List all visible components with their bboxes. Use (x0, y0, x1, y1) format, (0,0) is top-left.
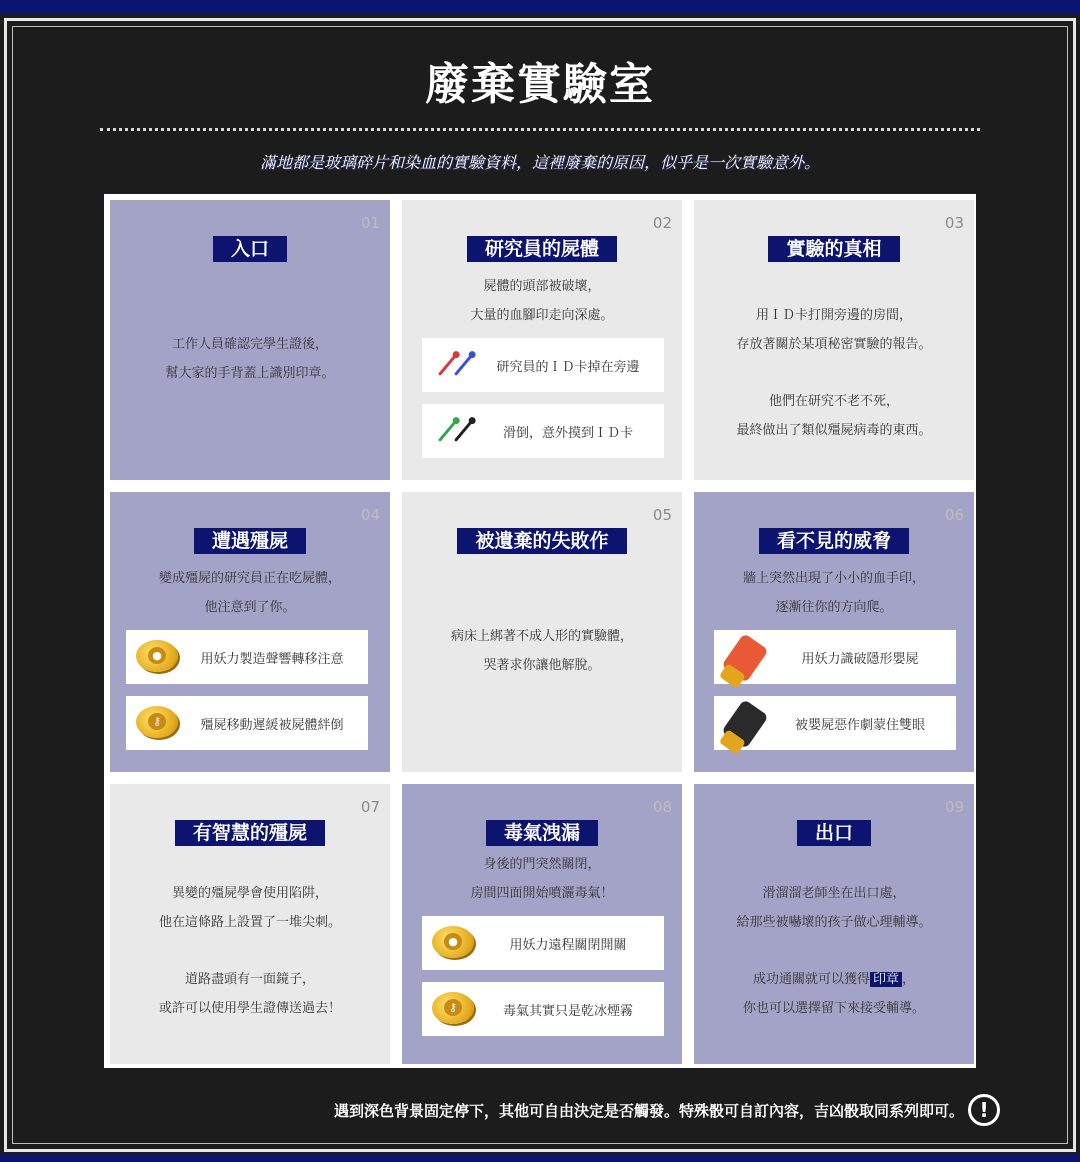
gold-coin-key-icon: ⚷ (134, 696, 184, 750)
cell-desc-text: 成功通關就可以獲得 (752, 972, 870, 987)
option-row[interactable] (422, 982, 664, 1036)
option-text: 用妖力識破隱形嬰屍 (801, 651, 919, 667)
cell-desc-line: 他在這條路上設置了一堆尖刺。 (158, 915, 341, 930)
cell-02[interactable] (402, 200, 682, 480)
option-row[interactable] (126, 696, 368, 750)
cell-number: 01 (360, 214, 380, 232)
cell-desc-line: 大量的血腳印走向深處。 (470, 308, 614, 323)
cell-desc-line: 滑溜溜老師坐在出口處， (762, 886, 906, 901)
cell-title: 研究員的屍體 (467, 236, 617, 262)
cell-desc-line: 你也可以選擇留下來接受輔導。 (742, 1001, 925, 1016)
option-row[interactable] (714, 696, 956, 750)
cell-desc-line: 身後的門突然關閉， (483, 857, 601, 872)
cell-number: 05 (652, 506, 672, 524)
cell-desc-line: 他們在研究不老不死， (768, 394, 899, 409)
cell-title: 被遺棄的失敗作 (457, 528, 626, 554)
option-row[interactable] (422, 404, 664, 458)
cell-desc-line: 最終做出了類似殭屍病毒的東西。 (736, 423, 932, 438)
cell-desc-line: 工作人員確認完學生證後， (171, 337, 328, 352)
cell-title: 毒氣洩漏 (486, 820, 598, 846)
cell-desc-line: 幫大家的手背蓋上識別印章。 (165, 366, 335, 381)
cell-number: 06 (944, 506, 964, 524)
green-black-pins-icon (430, 404, 480, 458)
footer-text: 遇到深色背景固定停下，其他可自由決定是否觸發。特殊骰可自訂內容，吉凶骰取同系列即可。 (333, 1101, 964, 1120)
stamp-highlight: 印章 (870, 972, 902, 987)
option-text: 滑倒，意外摸到ＩＤ卡 (502, 425, 633, 441)
option-text: 用妖力製造聲響轉移注意 (200, 651, 344, 667)
bottom-bar (0, 1154, 1080, 1162)
cell-desc-line: 給那些被嚇壞的孩子做心理輔導。 (736, 915, 932, 930)
board-grid (104, 194, 976, 1068)
cell-number: 02 (652, 214, 672, 232)
cell-number: 09 (944, 798, 964, 816)
cell-desc-line: 房間四面開始噴灑毒氣！ (470, 886, 614, 901)
option-text: 被嬰屍惡作劇蒙住雙眼 (794, 717, 925, 733)
option-row[interactable] (714, 630, 956, 684)
cell-number: 08 (652, 798, 672, 816)
cell-title: 有智慧的殭屍 (175, 820, 325, 846)
cell-title: 看不見的威脅 (759, 528, 909, 554)
cell-06[interactable] (694, 492, 974, 772)
cell-08[interactable] (402, 784, 682, 1064)
cell-01[interactable] (110, 200, 390, 480)
gold-coin-icon: ● (134, 630, 184, 684)
cell-07[interactable] (110, 784, 390, 1064)
cell-title: 實驗的真相 (768, 236, 899, 262)
footer-note (0, 1094, 1080, 1126)
cell-desc-line: 哭著求你讓他解脫。 (483, 658, 601, 673)
cell-desc-line: 或許可以使用學生證傳送過去！ (158, 1001, 341, 1016)
cell-04[interactable] (110, 492, 390, 772)
cell-desc-line: 存放著關於某項秘密實驗的報告。 (736, 337, 932, 352)
exclamation-circle-icon: ! (968, 1094, 1000, 1126)
option-row[interactable] (422, 338, 664, 392)
gold-coin-icon: ● (430, 916, 480, 970)
cell-05[interactable] (402, 492, 682, 772)
cell-title: 入口 (213, 236, 287, 262)
option-text: 毒氣其實只是乾冰煙霧 (502, 1003, 633, 1019)
cell-desc-line: 牆上突然出現了小小的血手印， (742, 571, 925, 586)
cell-number: 04 (360, 506, 380, 524)
cell-desc-line: 屍體的頭部被破壞， (483, 279, 601, 294)
dotted-divider (100, 128, 980, 131)
cell-03[interactable] (694, 200, 974, 480)
cell-desc-line: 逐漸往你的方向爬。 (775, 600, 893, 615)
option-row[interactable] (422, 916, 664, 970)
option-row[interactable] (126, 630, 368, 684)
black-card-icon (722, 696, 772, 750)
red-blue-pins-icon (430, 338, 480, 392)
cell-desc-line (694, 965, 974, 994)
cell-desc-line: 用ＩＤ卡打開旁邊的房間， (755, 308, 912, 323)
cell-desc-line: 他注意到了你。 (204, 600, 296, 615)
top-bar (0, 0, 1080, 14)
cell-desc-line: 變成殭屍的研究員正在吃屍體， (158, 571, 341, 586)
option-text: 殭屍移動遲緩被屍體絆倒 (200, 717, 344, 733)
cell-desc-line: 病床上綁著不成人形的實驗體， (450, 629, 633, 644)
option-text: 研究員的ＩＤ卡掉在旁邊 (496, 359, 640, 375)
cell-title: 遭遇殭屍 (194, 528, 306, 554)
cell-number: 03 (944, 214, 964, 232)
option-text: 用妖力遠程關閉開關 (509, 937, 627, 953)
page-subtitle: 滿地都是玻璃碎片和染血的實驗資料，這裡廢棄的原因，似乎是一次實驗意外。 (259, 153, 820, 172)
page-title: 廢棄實驗室 (425, 59, 655, 110)
cell-desc-text: ， (902, 972, 916, 987)
cell-number: 07 (360, 798, 380, 816)
cell-desc-line: 異變的殭屍學會使用陷阱， (171, 886, 328, 901)
red-card-icon (722, 630, 772, 684)
cell-title: 出口 (797, 820, 871, 846)
cell-desc-line: 道路盡頭有一面鏡子， (184, 972, 315, 987)
gold-coin-key-icon: ⚷ (430, 982, 480, 1036)
cell-09[interactable] (694, 784, 974, 1064)
